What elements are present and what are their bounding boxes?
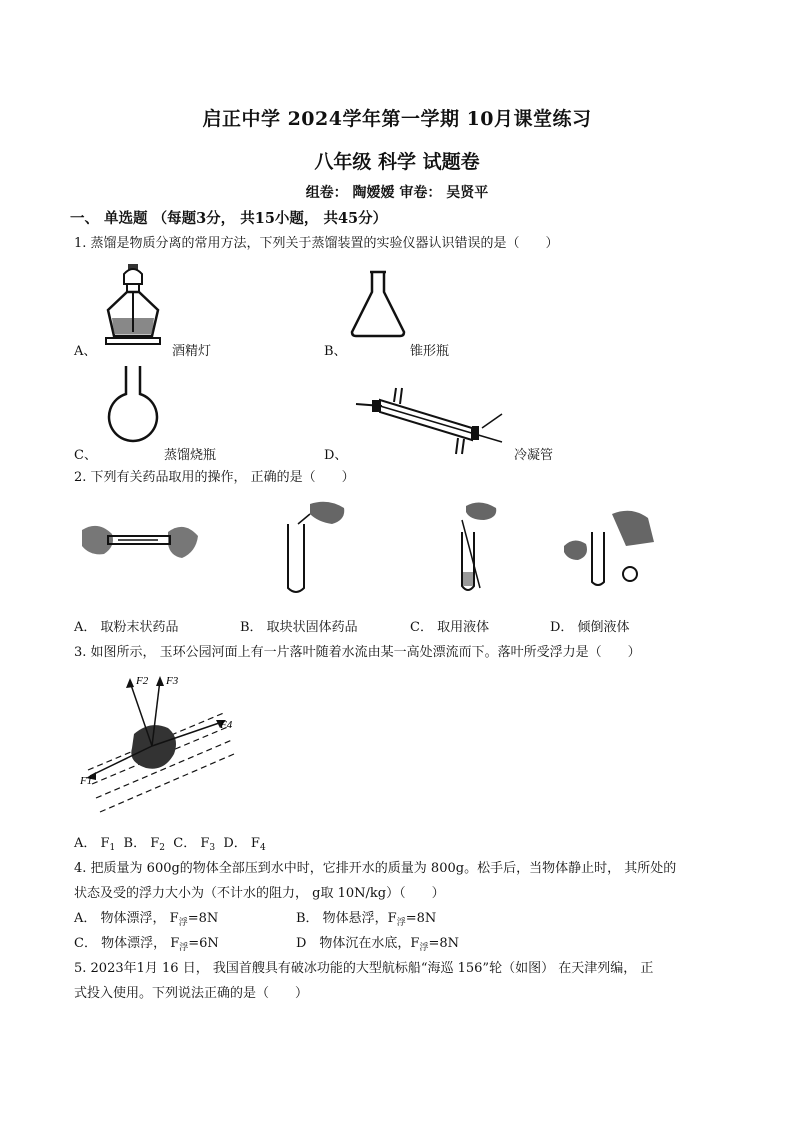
q4-stem-line1: 4. 把质量为 600g的物体全部压到水中时，它排开水的质量为 800g。松手后，当物体静止时， 其所处的 xyxy=(74,861,677,876)
section-heading: 一、 单选题 （每题3分， 共15小题， 共45分） xyxy=(70,210,388,227)
leaf-force-figure xyxy=(76,668,236,816)
q4-option-c: C． 物体漂浮， $F_浮=6N$ xyxy=(74,936,219,953)
q2-option-c: C． 取用液体 xyxy=(410,620,490,635)
q2-stem: 2. 下列有关药品取用的操作， 正确的是（ ） xyxy=(74,470,355,485)
force-label-f1: F1 xyxy=(80,775,93,787)
q3-option-a: A． $F_1$ xyxy=(74,836,116,853)
q3-option-c: C． $F_3$ xyxy=(173,836,216,853)
q1-option-a-name: 酒精灯 xyxy=(172,344,212,359)
q2-option-d: D． 倾倒液体 xyxy=(550,620,630,635)
q5-stem-line1: 5. 2023年1月 16 日， 我国首艘具有破冰功能的大型航标船“海巡 156”轮（如图） 在天津列编， 正 xyxy=(74,961,654,976)
page-title: 启正中学 2024学年第一学期 10月课堂练习 xyxy=(202,108,592,130)
powder-taking-figure xyxy=(78,512,202,572)
q3-option-b: B． $F_2$ xyxy=(123,836,165,853)
force-label-f2: F2 xyxy=(136,675,149,687)
authors-line: 组卷： 陶嫒嫒 审卷： 吴贤平 xyxy=(305,185,489,201)
q3-option-d: D． $F_4$ xyxy=(223,836,266,853)
force-label-f4: F4 xyxy=(220,719,233,731)
q1-option-d-name: 冷凝管 xyxy=(514,448,554,463)
q4-option-d: D 物体沉在水底，$F_浮=8N$ xyxy=(296,936,460,953)
q4-stem-line2: 状态及受的浮力大小为（不计水的阻力， g取 10N/kg）（ ） xyxy=(74,886,445,901)
conical-flask-figure xyxy=(348,268,408,338)
distilling-flask-figure xyxy=(104,364,162,446)
q4-option-b: B． 物体悬浮，$F_浮=8N$ xyxy=(296,911,437,928)
condenser-figure xyxy=(352,384,512,456)
q5-stem-line2: 式投入使用。下列说法正确的是（ ） xyxy=(74,986,309,1001)
liquid-taking-figure xyxy=(452,500,512,600)
q1-option-c-name: 蒸馏烧瓶 xyxy=(164,448,217,463)
q3-stem: 3. 如图所示， 玉环公园河面上有一片落叶随着水流由某一高处漂流而下。落叶所受浮力是（ ） xyxy=(74,645,641,660)
block-solid-figure xyxy=(280,500,352,598)
q3-options xyxy=(74,832,266,853)
q1-option-b-letter: B、 xyxy=(324,344,347,359)
page-subtitle: 八年级 科学 试题卷 xyxy=(314,151,480,173)
q2-option-b: B． 取块状固体药品 xyxy=(240,620,358,635)
q1-option-c-letter: C、 xyxy=(74,448,97,463)
q1-option-d-letter: D、 xyxy=(324,448,348,463)
q4-option-a: A． 物体漂浮， $F_浮=8N$ xyxy=(74,911,219,928)
force-label-f3: F3 xyxy=(166,675,179,687)
q1-option-b-name: 锥形瓶 xyxy=(410,344,450,359)
pouring-liquid-figure xyxy=(562,506,662,588)
q2-option-a: A． 取粉末状药品 xyxy=(74,620,179,635)
alcohol-lamp-figure xyxy=(100,262,170,348)
q1-stem: 1. 蒸馏是物质分离的常用方法，下列关于蒸馏装置的实验仪器认识错误的是（ ） xyxy=(74,236,559,251)
q1-option-a-letter: A、 xyxy=(74,344,97,359)
